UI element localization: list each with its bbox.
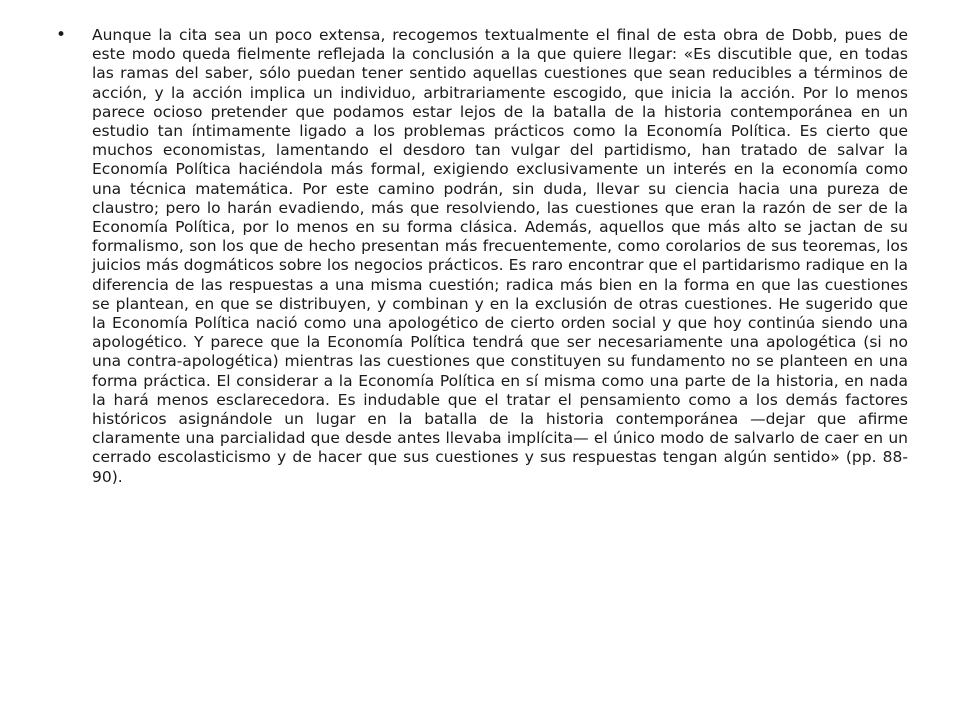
quote-paragraph: Aunque la cita sea un poco extensa, recogemos textualmente el final de esta obra de Dobb, pues de este modo queda fielmente reflejada la conclusión a la que quiere llegar: «Es discutible que, en todas las ramas del saber, sólo puedan tener sentido aquellas cuestiones que sean reducibles a términos de acción, y la acción implica un individuo, arbitrariamente escogido, que inicia la acción. Por lo menos parece ocioso pretender que podamos estar lejos de la batalla de la historia contemporánea en un estudio tan íntimamente ligado a los problemas prácticos como la Economía Política. Es cierto que muchos economistas, lamentando el desdoro tan vulgar del partidismo, han tratado de salvar la Economía Política haciéndola más formal, exigiendo exclusivamente un interés en la economía como una técnica matemática. Por este camino podrán, sin duda, llevar su ciencia hacia una pureza de claustro; pero lo harán evadiendo, más que resolviendo, las cuestiones que eran la razón de ser de la Economía Política, por lo menos en su forma clásica. Además, aquellos que más alto se jactan de su formalismo, son los que de hecho presentan más frecuentemente, como corolarios de sus teoremas, los juicios más dogmáticos sobre los negocios prácticos. Es raro encontrar que el partidarismo radique en la diferencia de las respuestas a una misma cuestión; radica más bien en la forma en que las cuestiones se plantean, en que se distribuyen, y combinan y en la exclusión de otras cuestiones. He sugerido que la Economía Política nació como una apologético de cierto orden social y que hoy continúa siendo una apologético. Y parece que la Economía Política tendrá que ser necesariamente una apologética (si no una contra-apologética) mientras las cuestiones que constituyen su fundamento no se planteen en una forma práctica. El considerar a la Economía Política en sí misma como una parte de la historia, en nada la hará menos esclarecedora. Es indudable que el tratar el pensamiento como a los demás factores históricos asignándole un lugar en la batalla de la historia contemporánea —dejar que afirme claramente una parcialidad que desde antes llevaba implícita— el único modo de salvarlo de caer en un cerrado escolasticismo y de hacer que sus cuestiones y sus respuestas tengan algún sentido» (pp. 88-90). (92, 26, 908, 486)
bullet-list (52, 26, 908, 487)
bullet-dot-icon: • (56, 25, 67, 45)
bullet-item (52, 26, 908, 487)
